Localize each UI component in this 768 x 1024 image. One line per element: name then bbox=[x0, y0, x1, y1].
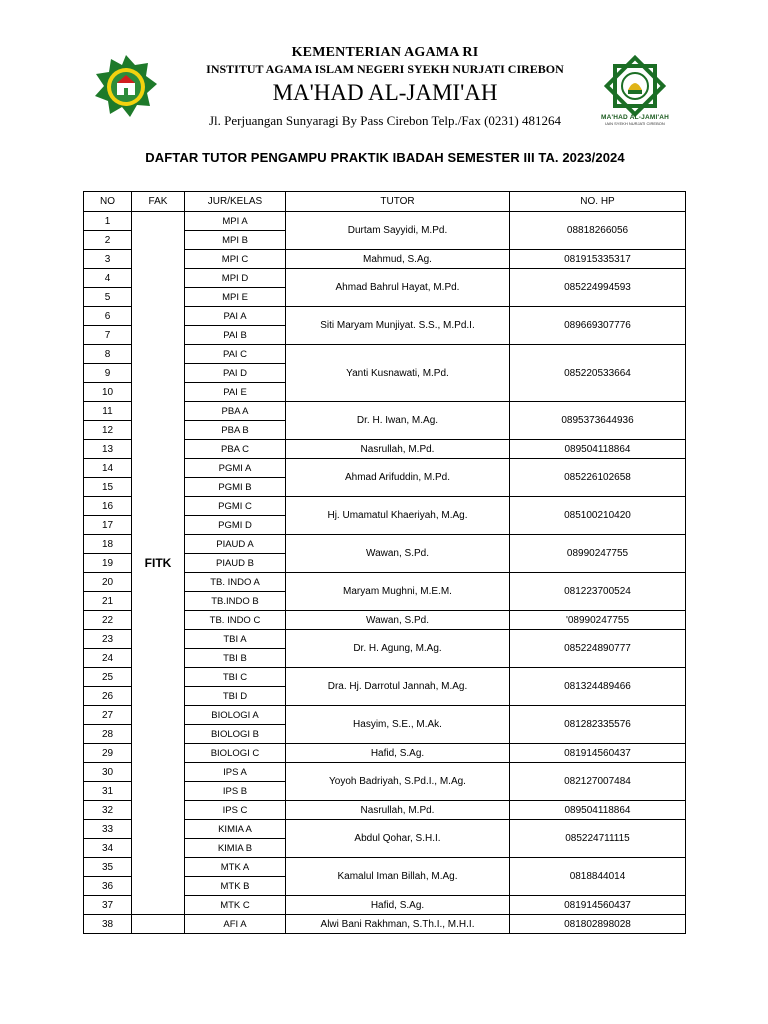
tutor-cell: Abdul Qohar, S.H.I. bbox=[286, 820, 510, 858]
class-cell: MPI C bbox=[185, 250, 286, 269]
phone-cell: 0818844014 bbox=[510, 858, 686, 896]
row-number: 18 bbox=[84, 535, 132, 554]
row-number: 31 bbox=[84, 782, 132, 801]
class-cell: BIOLOGI C bbox=[185, 744, 286, 763]
phone-cell: 081223700524 bbox=[510, 573, 686, 611]
class-cell: PAI D bbox=[185, 364, 286, 383]
row-number: 27 bbox=[84, 706, 132, 725]
row-number: 23 bbox=[84, 630, 132, 649]
row-number: 6 bbox=[84, 307, 132, 326]
class-cell: MPI A bbox=[185, 212, 286, 231]
faculty-cell-empty bbox=[132, 915, 185, 934]
class-cell: TBI D bbox=[185, 687, 286, 706]
class-cell: PBA B bbox=[185, 421, 286, 440]
tutor-cell: Ahmad Arifuddin, M.Pd. bbox=[286, 459, 510, 497]
class-cell: MTK B bbox=[185, 877, 286, 896]
tutor-cell: Hasyim, S.E., M.Ak. bbox=[286, 706, 510, 744]
class-cell: KIMIA A bbox=[185, 820, 286, 839]
row-number: 2 bbox=[84, 231, 132, 250]
phone-cell: 082127007484 bbox=[510, 763, 686, 801]
row-number: 33 bbox=[84, 820, 132, 839]
row-number: 20 bbox=[84, 573, 132, 592]
tutor-cell: Hj. Umamatul Khaeriyah, M.Ag. bbox=[286, 497, 510, 535]
row-number: 17 bbox=[84, 516, 132, 535]
row-number: 37 bbox=[84, 896, 132, 915]
class-cell: BIOLOGI A bbox=[185, 706, 286, 725]
phone-cell: 08990247755 bbox=[510, 535, 686, 573]
class-cell: TBI A bbox=[185, 630, 286, 649]
iain-cirebon-logo bbox=[90, 54, 162, 120]
class-cell: TB. INDO C bbox=[185, 611, 286, 630]
tutor-cell: Dr. H. Agung, M.Ag. bbox=[286, 630, 510, 668]
header-kelas: JUR/KELAS bbox=[185, 192, 286, 212]
row-number: 9 bbox=[84, 364, 132, 383]
phone-cell: 081324489466 bbox=[510, 668, 686, 706]
phone-cell: 089504118864 bbox=[510, 440, 686, 459]
row-number: 4 bbox=[84, 269, 132, 288]
class-cell: PGMI A bbox=[185, 459, 286, 478]
class-cell: TBI B bbox=[185, 649, 286, 668]
tutor-cell: Wawan, S.Pd. bbox=[286, 535, 510, 573]
phone-cell: 085224890777 bbox=[510, 630, 686, 668]
row-number: 21 bbox=[84, 592, 132, 611]
class-cell: AFI A bbox=[185, 915, 286, 934]
row-number: 14 bbox=[84, 459, 132, 478]
row-number: 32 bbox=[84, 801, 132, 820]
row-number: 34 bbox=[84, 839, 132, 858]
logo-caption-title: MA'HAD AL-JAMI'AH bbox=[601, 114, 669, 121]
row-number: 7 bbox=[84, 326, 132, 345]
class-cell: PGMI B bbox=[185, 478, 286, 497]
class-cell: PIAUD A bbox=[185, 535, 286, 554]
tutor-cell: Kamalul Iman Billah, M.Ag. bbox=[286, 858, 510, 896]
class-cell: IPS C bbox=[185, 801, 286, 820]
phone-cell: 085226102658 bbox=[510, 459, 686, 497]
row-number: 13 bbox=[84, 440, 132, 459]
document-title: DAFTAR TUTOR PENGAMPU PRAKTIK IBADAH SEMESTER III TA. 2023/2024 bbox=[145, 150, 625, 165]
tutor-cell: Hafid, S.Ag. bbox=[286, 744, 510, 763]
phone-cell: 0895373644936 bbox=[510, 402, 686, 440]
faculty-cell: FITK bbox=[132, 212, 185, 915]
row-number: 8 bbox=[84, 345, 132, 364]
tutor-cell: Nasrullah, M.Pd. bbox=[286, 440, 510, 459]
row-number: 10 bbox=[84, 383, 132, 402]
class-cell: KIMIA B bbox=[185, 839, 286, 858]
logo-caption bbox=[590, 114, 680, 126]
row-number: 16 bbox=[84, 497, 132, 516]
tutor-cell: Mahmud, S.Ag. bbox=[286, 250, 510, 269]
header-fak: FAK bbox=[132, 192, 185, 212]
header-no: NO bbox=[84, 192, 132, 212]
row-number: 36 bbox=[84, 877, 132, 896]
class-cell: TBI C bbox=[185, 668, 286, 687]
table-header-row bbox=[84, 192, 686, 212]
tutor-cell: Hafid, S.Ag. bbox=[286, 896, 510, 915]
phone-cell: 085224994593 bbox=[510, 269, 686, 307]
row-number: 28 bbox=[84, 725, 132, 744]
class-cell: PAI E bbox=[185, 383, 286, 402]
phone-cell: 085100210420 bbox=[510, 497, 686, 535]
class-cell: BIOLOGI B bbox=[185, 725, 286, 744]
phone-cell: 081802898028 bbox=[510, 915, 686, 934]
class-cell: PAI C bbox=[185, 345, 286, 364]
phone-cell: 08818266056 bbox=[510, 212, 686, 250]
class-cell: PAI B bbox=[185, 326, 286, 345]
tutor-cell: Durtam Sayyidi, M.Pd. bbox=[286, 212, 510, 250]
class-cell: TB.INDO B bbox=[185, 592, 286, 611]
phone-cell: 081915335317 bbox=[510, 250, 686, 269]
phone-cell: 085224711115 bbox=[510, 820, 686, 858]
class-cell: PAI A bbox=[185, 307, 286, 326]
class-cell: PBA C bbox=[185, 440, 286, 459]
phone-cell: 081282335576 bbox=[510, 706, 686, 744]
tutor-cell: Wawan, S.Pd. bbox=[286, 611, 510, 630]
mahad-name: MA'HAD AL-JAMI'AH bbox=[272, 80, 498, 105]
row-number: 29 bbox=[84, 744, 132, 763]
class-cell: PGMI C bbox=[185, 497, 286, 516]
tutor-cell: Dr. H. Iwan, M.Ag. bbox=[286, 402, 510, 440]
class-cell: PBA A bbox=[185, 402, 286, 421]
row-number: 3 bbox=[84, 250, 132, 269]
institute-name: INSTITUT AGAMA ISLAM NEGERI SYEKH NURJATI CIREBON bbox=[206, 62, 564, 76]
row-number: 26 bbox=[84, 687, 132, 706]
row-number: 22 bbox=[84, 611, 132, 630]
letterhead bbox=[0, 0, 768, 135]
phone-cell: 089504118864 bbox=[510, 801, 686, 820]
phone-cell: 089669307776 bbox=[510, 307, 686, 345]
tutor-cell: Yoyoh Badriyah, S.Pd.I., M.Ag. bbox=[286, 763, 510, 801]
class-cell: MTK C bbox=[185, 896, 286, 915]
header-hp: NO. HP bbox=[510, 192, 686, 212]
row-number: 19 bbox=[84, 554, 132, 573]
class-cell: PIAUD B bbox=[185, 554, 286, 573]
row-number: 24 bbox=[84, 649, 132, 668]
class-cell: MPI B bbox=[185, 231, 286, 250]
logo-caption-sub: IAIN SYEKH NURJATI CIREBON bbox=[605, 121, 665, 126]
tutor-cell: Maryam Mughni, M.E.M. bbox=[286, 573, 510, 611]
class-cell: MTK A bbox=[185, 858, 286, 877]
row-number: 5 bbox=[84, 288, 132, 307]
class-cell: MPI E bbox=[185, 288, 286, 307]
phone-cell: 081914560437 bbox=[510, 744, 686, 763]
phone-cell: 081914560437 bbox=[510, 896, 686, 915]
row-number: 11 bbox=[84, 402, 132, 421]
phone-cell: '08990247755 bbox=[510, 611, 686, 630]
class-cell: IPS B bbox=[185, 782, 286, 801]
row-number: 35 bbox=[84, 858, 132, 877]
class-cell: MPI D bbox=[185, 269, 286, 288]
table-row bbox=[84, 915, 686, 934]
tutor-cell: Dra. Hj. Darrotul Jannah, M.Ag. bbox=[286, 668, 510, 706]
tutor-cell: Yanti Kusnawati, M.Pd. bbox=[286, 345, 510, 402]
tutor-table bbox=[83, 191, 686, 934]
class-cell: IPS A bbox=[185, 763, 286, 782]
tutor-cell: Ahmad Bahrul Hayat, M.Pd. bbox=[286, 269, 510, 307]
row-number: 1 bbox=[84, 212, 132, 231]
header-tutor: TUTOR bbox=[286, 192, 510, 212]
table-body bbox=[84, 212, 686, 934]
address: Jl. Perjuangan Sunyaragi By Pass Cirebon Telp./Fax (0231) 481264 bbox=[209, 113, 561, 128]
row-number: 38 bbox=[84, 915, 132, 934]
ministry-name: KEMENTERIAN AGAMA RI bbox=[291, 45, 479, 60]
tutor-cell: Alwi Bani Rakhman, S.Th.I., M.H.I. bbox=[286, 915, 510, 934]
letterhead-text bbox=[180, 44, 590, 131]
class-cell: TB. INDO A bbox=[185, 573, 286, 592]
tutor-cell: Siti Maryam Munjiyat. S.S., M.Pd.I. bbox=[286, 307, 510, 345]
row-number: 12 bbox=[84, 421, 132, 440]
class-cell: PGMI D bbox=[185, 516, 286, 535]
tutor-cell: Nasrullah, M.Pd. bbox=[286, 801, 510, 820]
row-number: 30 bbox=[84, 763, 132, 782]
phone-cell: 085220533664 bbox=[510, 345, 686, 402]
row-number: 25 bbox=[84, 668, 132, 687]
table-row bbox=[84, 212, 686, 231]
row-number: 15 bbox=[84, 478, 132, 497]
